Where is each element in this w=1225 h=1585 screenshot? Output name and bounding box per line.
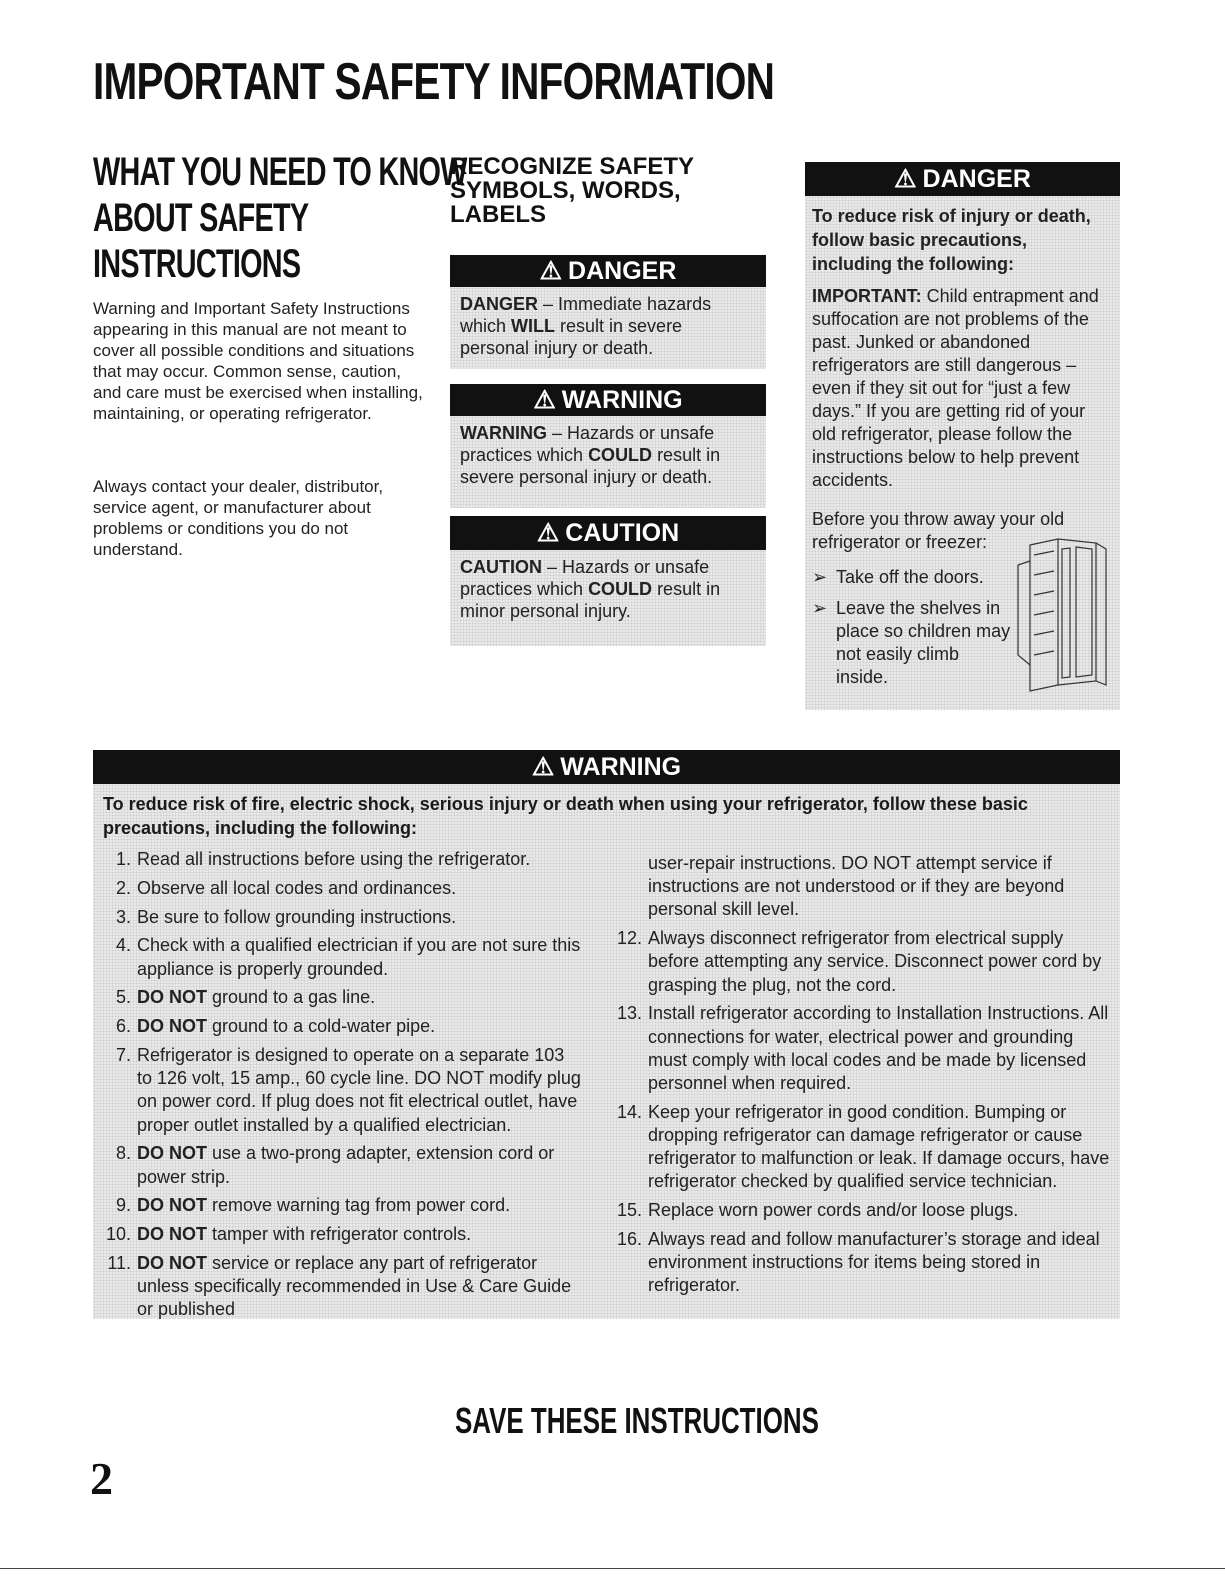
precaution-text: Always read and follow manufacturer’s storage and ideal environment instructions for items being stored in refrigerator. [648, 1229, 1100, 1296]
precaution-item [614, 1199, 1110, 1222]
precaution-number: 15. [616, 1200, 642, 1221]
arrow-bullet-icon: ➢ [812, 598, 828, 618]
danger-label-bar: ⚠ DANGER [450, 255, 766, 287]
precaution-text: Replace worn power cords and/or loose plugs. [648, 1200, 1019, 1221]
precaution-text: Keep your refrigerator in good condition. Bumping or dropping refrigerator can damage refrigerator or cause refrigerator to malfunction or leak. If damage occurs, have refrigerator checked by qualified service technician. [648, 1101, 1110, 1192]
precaution-text: Be sure to follow grounding instructions. [137, 906, 457, 927]
precaution-text: Check with a qualified electrician if you are not sure this appliance is properly grounded. [137, 935, 581, 979]
danger-panel-before: Before you throw away your old refrigerator or freezer: [812, 509, 1065, 552]
precaution-text: ground to a gas line. [207, 987, 376, 1008]
precaution-number: 6. [115, 1016, 131, 1037]
precaution-emphasis: DO NOT [137, 987, 207, 1008]
danger-panel-bar: ⚠ DANGER [805, 162, 1120, 196]
precaution-text: tamper with refrigerator controls. [207, 1224, 472, 1245]
precautions-list-left [103, 848, 583, 1327]
warning-triangle-icon: ⚠ [536, 519, 560, 547]
precaution-item [103, 1252, 583, 1322]
warning-label-bar: ⚠ WARNING [450, 384, 766, 416]
precaution-text: remove warning tag from power cord. [207, 1195, 511, 1216]
warning-symbol-block [450, 384, 766, 508]
danger-description: DANGER – Immediate hazards which WILL result in severe personal injury or death. [450, 287, 766, 369]
precaution-number: 13. [616, 1003, 642, 1024]
intro-paragraph-1: Warning and Important Safety Instructions appearing in this manual are not meant to cover all possible conditions and situations that may occur. Common sense, caution, and care must be exercised when installing, maintaining, or operating refrigerator. [93, 299, 423, 423]
precaution-number: 1. [115, 849, 131, 869]
precaution-text: Always disconnect refrigerator from electrical supply before attempting any service. Disconnect power cord by grasping the plug, not the cord. [648, 928, 1102, 995]
precaution-text: ground to a cold-water pipe. [207, 1016, 436, 1037]
precaution-item [103, 934, 583, 980]
warning-triangle-icon: ⚠ [531, 753, 555, 781]
precaution-text: service or replace any part of refrigerator unless specifically recommended in Use & Care Guide or published [137, 1252, 572, 1320]
warning-triangle-icon: ⚠ [894, 165, 917, 193]
arrow-bullet-icon: ➢ [812, 567, 828, 587]
precaution-number: 11. [107, 1252, 131, 1273]
danger-panel-bullets [812, 566, 1012, 689]
precaution-number: 14. [616, 1101, 642, 1122]
intro-paragraph-2: Always contact your dealer, distributor, service agent, or manufacturer about problems or conditions you do not understand. [93, 477, 384, 559]
precaution-emphasis: DO NOT [137, 1195, 207, 1216]
precaution-emphasis: DO NOT [137, 1016, 207, 1037]
precaution-text: Read all instructions before using the refrigerator. [137, 849, 531, 869]
bottom-rule [0, 1568, 1225, 1569]
precautions-list-right [614, 852, 1110, 1303]
precaution-item [103, 1142, 583, 1188]
precaution-text: user-repair instructions. DO NOT attempt service if instructions are not understood or if they are beyond personal skill level. [648, 853, 1065, 920]
precaution-number: 7. [115, 1044, 131, 1065]
precaution-item [103, 848, 583, 871]
precaution-number: 9. [115, 1195, 131, 1216]
warning-triangle-icon: ⚠ [539, 257, 563, 285]
precaution-emphasis: DO NOT [137, 1252, 207, 1273]
precaution-item [614, 927, 1110, 997]
precaution-number: 4. [115, 935, 131, 956]
precaution-text: Refrigerator is designed to operate on a separate 103 to 126 volt, 15 amp., 60 cycle line. DO NOT modify plug on power cord. If plug does not fit electrical outlet, have proper outlet installed by a qualified electrician. [137, 1044, 581, 1135]
caution-label-bar: ⚠ CAUTION [450, 516, 766, 550]
precaution-item [614, 852, 1110, 922]
precaution-item [103, 1044, 583, 1137]
caution-symbol-block [450, 516, 766, 646]
precaution-emphasis: DO NOT [137, 1224, 207, 1245]
precaution-number: 2. [115, 877, 131, 898]
precaution-item [614, 1228, 1110, 1298]
bullet-item: ➢ Take off the doors. [812, 567, 984, 587]
precaution-emphasis: DO NOT [137, 1143, 207, 1164]
precaution-item [614, 1101, 1110, 1194]
warning-description: WARNING – Hazards or unsafe practices which COULD result in severe personal injury or death. [450, 416, 766, 508]
warning-section-intro: To reduce risk of fire, electric shock, serious injury or death when using your refrigerator, follow these basic precautions, including the following: [103, 794, 1028, 838]
refrigerator-icon [1010, 535, 1110, 695]
precaution-item [103, 1223, 583, 1246]
warning-triangle-icon: ⚠ [533, 386, 556, 414]
section-heading-line-1: WHAT YOU NEED TO KNOW [93, 150, 467, 194]
danger-panel-intro: To reduce risk of injury or death, follow basic precautions, including the following: [812, 206, 1091, 274]
precaution-item [103, 906, 583, 929]
precaution-number: 12. [616, 928, 642, 949]
save-instructions-footer: SAVE THESE INSTRUCTIONS [455, 1400, 819, 1441]
warning-section-bar: ⚠ WARNING [93, 750, 1120, 784]
precaution-item [103, 1015, 583, 1038]
recognize-heading: RECOGNIZE SAFETY SYMBOLS, WORDS, LABELS [450, 153, 694, 228]
precaution-item [103, 877, 583, 900]
precaution-number: 16. [616, 1229, 642, 1250]
precaution-number: 5. [115, 987, 131, 1008]
danger-panel-important: IMPORTANT: Child entrapment and suffocation are not problems of the past. Junked or abandoned refrigerators are still dangerous – even if they sit out for “just a few days.” If you are getting rid of your old refrigerator, please follow the instructions below to help prevent accidents. [812, 286, 1099, 490]
precaution-number: 8. [115, 1143, 131, 1164]
precaution-number: 3. [115, 906, 131, 927]
precaution-text: use a two-prong adapter, extension cord or power strip. [137, 1143, 555, 1187]
bullet-item: ➢ Leave the shelves in place so children may not easily climb inside. [812, 598, 1011, 687]
precaution-item [103, 1194, 583, 1217]
section-heading-line-3: INSTRUCTIONS [93, 242, 301, 286]
precaution-text: Install refrigerator according to Installation Instructions. All connections for water, electrical power and grounding must comply with local codes and be made by licensed personnel when required. [648, 1003, 1109, 1094]
page-title: IMPORTANT SAFETY INFORMATION [93, 53, 775, 111]
precaution-number: 10. [105, 1224, 131, 1245]
caution-description: CAUTION – Hazards or unsafe practices which COULD result in minor personal injury. [450, 550, 766, 646]
precaution-text: Observe all local codes and ordinances. [137, 877, 457, 898]
precaution-item [614, 1002, 1110, 1095]
precaution-item [103, 986, 583, 1009]
danger-symbol-block [450, 255, 766, 369]
section-heading-line-2: ABOUT SAFETY [93, 196, 309, 240]
page-number: 2 [90, 1453, 113, 1504]
